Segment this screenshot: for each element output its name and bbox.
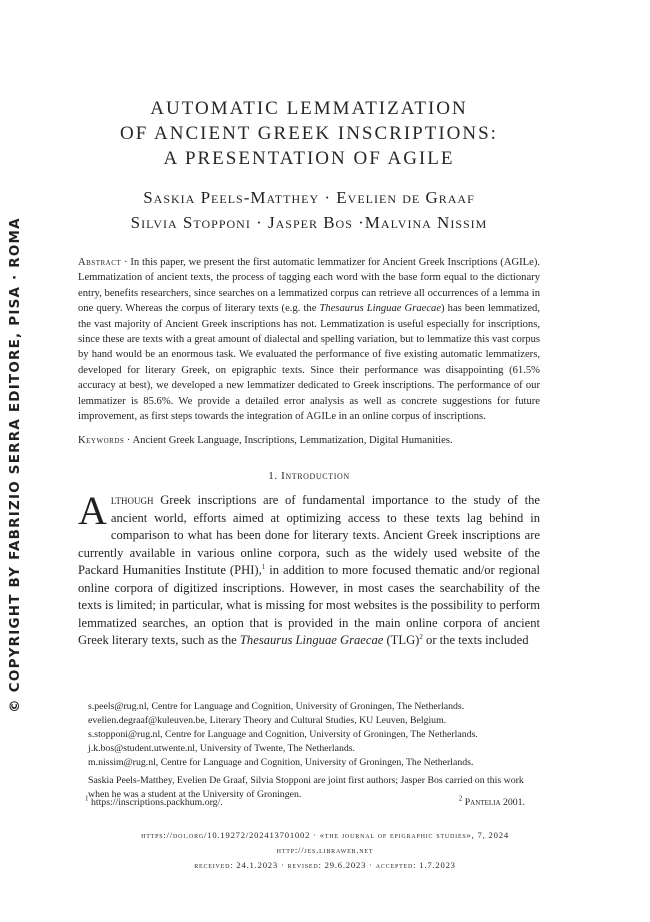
affiliation-line: m.nissim@rug.nl, Centre for Language and Cognition, University of Groningen, The Netherlands. xyxy=(88,757,474,768)
dates-line: received: 24.1.2023 · revised: 29.6.2023 · accepted: 1.7.2023 xyxy=(194,860,456,870)
first-word: lthough xyxy=(110,493,154,508)
doi-line[interactable]: https://doi.org/10.19272/202413701002 · «the journal of epigraphic studies», 7, 2024 xyxy=(141,830,509,840)
drop-cap: A xyxy=(78,488,107,534)
copyright-notice: © COPYRIGHT BY FABRIZIO SERRA EDITORE, PISA · ROMA xyxy=(7,217,23,713)
footnotes xyxy=(85,794,525,811)
keywords-label: Keywords xyxy=(78,435,125,447)
affiliation-line: s.stopponi@rug.nl, Centre for Language and Cognition, University of Groningen, The Netherlands. xyxy=(88,729,478,740)
affiliation-line: s.peels@rug.nl, Centre for Language and Cognition, University of Groningen, The Netherlands. xyxy=(88,701,465,712)
intro-text: (TLG) xyxy=(383,633,420,648)
intro-italic-title: Thesaurus Linguae Graecae xyxy=(239,633,384,648)
abstract xyxy=(78,255,540,424)
footnote-ref: 2 xyxy=(419,633,423,642)
author-line: Silvia Stopponi · Jasper Bos ·Malvina Nissim xyxy=(130,213,488,232)
affiliations xyxy=(88,700,540,801)
abstract-text: In this paper, we present the first automatic lemmatizer for Ancient Greek Inscriptions (AGILe). Lemmatization of ancient texts, the process of tagging each word with the base form equal to the dictionary entry, benefits researchers, since searches on a lemmatized corpus can retrieve all occurrences of a lemma in one query. Whereas the corpus of literary texts (e.g. the xyxy=(78,257,540,315)
keywords-text: Ancient Greek Language, Inscriptions, Lemmatization, Digital Humanities. xyxy=(132,435,453,447)
author-line: Saskia Peels-Matthey · Evelien de Graaf xyxy=(143,188,475,207)
footnote-mark: 2 xyxy=(458,794,463,803)
title-line: AUTOMATIC LEMMATIZATION xyxy=(150,98,468,119)
intro-text: Greek inscriptions are of fundamental importance to the study of the ancient world, efforts aimed at optimizing access to these texts lag behind in comparison to what has been done for literary texts. Ancient Greek inscriptions are currently available in various online corpora, such as the widely used website of the Packard Humanities Institute (PHI), xyxy=(78,493,540,578)
keywords xyxy=(78,433,540,448)
abstract-italic-title: Thesaurus Linguae Graecae xyxy=(319,303,442,315)
footnote-2 xyxy=(458,794,525,808)
paper-title xyxy=(78,96,540,171)
abstract-text: ) has been lemmatized, the vast majority of Ancient Greek inscriptions has not. Lemmatization is useful especially for inscriptions, since these are texts with a great amount of dialectal and spelling variation, but to lemmatize this vast corpus by hand would be an enormous task. We evaluated the performance of five existing automatic lemmatizers, developed for literary Greek, on epigraphic texts. Since their performance was disappointing (61.5% accuracy at best), we developed a new lemmatizer dedicated to Greek inscriptions. The performance of our lemmatizer is 85.6%. We provide a detailed error analysis as well as concrete suggestions for future improvement, as first steps towards the integration of AGILe in an online corpus of inscriptions. xyxy=(78,303,541,423)
footnote-ref: 1 xyxy=(261,563,266,572)
footnote-link[interactable]: https://inscriptions.packhum.org/. xyxy=(88,797,223,808)
abstract-separator: · xyxy=(121,257,131,268)
title-line: A PRESENTATION OF AGILE xyxy=(163,148,455,169)
section-heading: 1. Introduction xyxy=(268,470,350,483)
intro-text: in addition to more focused thematic and/or regional online corpora of digitized inscriptions. However, in most cases the searchability of the texts is limited; in particular, what is missing for most websites is the possibility to perform lemmatized searches, an option that is provided in the main online corpora of ancient Greek literary texts, such as the xyxy=(78,563,541,648)
footnote-1 xyxy=(85,794,223,808)
footnote-mark: 1 xyxy=(85,794,89,803)
footnote-text: Pantelia 2001. xyxy=(462,797,525,808)
introduction-paragraph xyxy=(78,488,541,650)
abstract-label: Abstract xyxy=(78,257,122,268)
copyright-sidebar xyxy=(6,217,24,713)
keywords-separator: · xyxy=(124,435,133,447)
journal-info xyxy=(60,828,590,873)
intro-text: or the texts included xyxy=(422,633,529,648)
affiliation-line: j.k.bos@student.utwente.nl, University of Twente, The Netherlands. xyxy=(88,743,355,754)
title-line: OF ANCIENT GREEK INSCRIPTIONS: xyxy=(120,123,498,144)
affiliation-line: evelien.degraaf@kuleuven.be, Literary Theory and Cultural Studies, KU Leuven, Belgium. xyxy=(88,715,447,726)
journal-url[interactable]: http://jes.libraweb.net xyxy=(276,845,374,855)
author-list xyxy=(78,185,540,235)
paper-page xyxy=(78,96,540,650)
authorship-note: Saskia Peels-Matthey, Evelien De Graaf, Silvia Stopponi are joint first authors; Jasper Bos carried on this work when he was a student at the University of Groningen. xyxy=(88,775,524,800)
